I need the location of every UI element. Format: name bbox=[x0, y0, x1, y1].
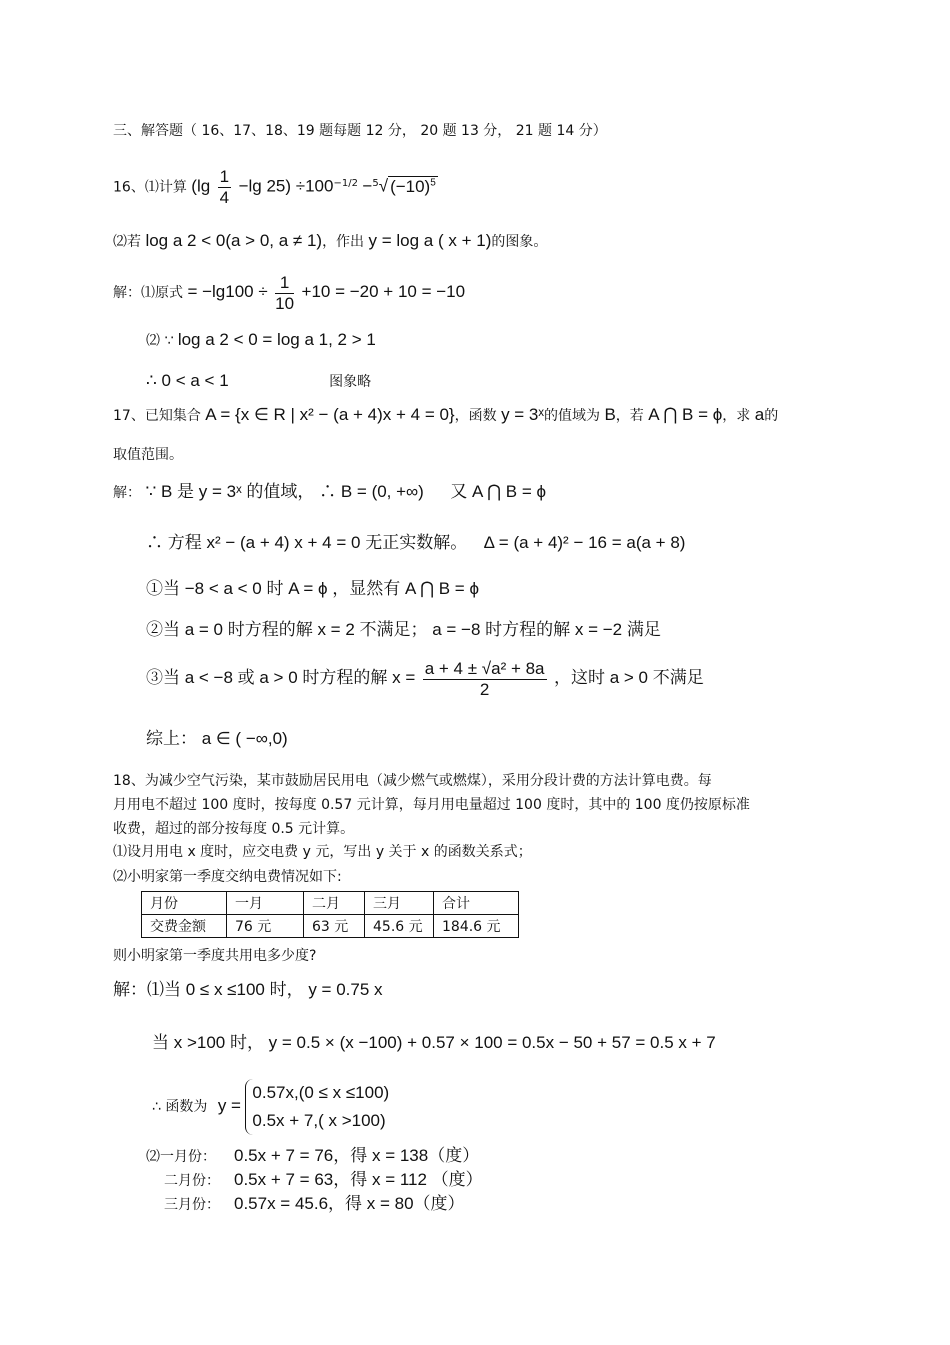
q16-part2-prefix: ⑵若 bbox=[113, 234, 141, 250]
q17-statement-2: 取值范围。 bbox=[113, 447, 183, 463]
q18-month-3 bbox=[164, 1195, 465, 1214]
q16-root-body: (−10) bbox=[390, 176, 431, 196]
q16-statement: 16、⑴计算 (lg $\frac{1}{4}$ −lg $25) \div 100^{-1/2} -^5√$ $(-10)^5$ bbox=[113, 167, 436, 208]
q16-sol3-expr: ∴ 0 < a < 1 bbox=[146, 371, 229, 390]
q16-frac-num: 1 bbox=[219, 167, 230, 187]
q16-sol3-note: 图象略 bbox=[329, 374, 372, 390]
q16-sol2-prefix: ⑵ ∵ bbox=[146, 333, 174, 349]
q17-s5-a: ③当 a < −8 或 a > 0 时方程的解 x = bbox=[146, 668, 416, 687]
q16-sol-frac-den: 10 bbox=[275, 293, 295, 313]
table-cell: 交费金额 bbox=[142, 915, 227, 938]
q16-exp-den: 2 bbox=[351, 178, 358, 189]
q17-s1-b: 又 A ⋂ B = ϕ bbox=[450, 482, 547, 501]
table-cell: 月份 bbox=[142, 892, 227, 915]
q18-m3-label: 三月份： bbox=[164, 1197, 220, 1213]
q16-part2-cond: log a 2 < 0(a > 0, a ≠ 1) bbox=[145, 231, 323, 250]
q17-solution-3: ①当 −8 < a < 0 时 A = ϕ ，显然有 A ⋂ B = ϕ bbox=[146, 579, 479, 598]
q18-solution-2: 当 x >100 时， y = 0.5 × (x −100) + 0.57 × 100 = 0.5x − 50 + 57 = 0.5 x + 7 bbox=[152, 1033, 716, 1052]
q17-solution-2 bbox=[146, 534, 685, 553]
q17-solution-6: 综上： a ∈ ( −∞,0) bbox=[146, 729, 288, 748]
q17-s2-b: Δ = (a + 4)² − 16 = a(a + 8) bbox=[483, 533, 686, 552]
q16-expr-b: −lg 25) ÷100 bbox=[238, 176, 334, 196]
q16-solution-1 bbox=[113, 272, 465, 314]
table-cell: 184.6 元 bbox=[434, 915, 519, 938]
q16-sol-frac-num: 1 bbox=[275, 273, 294, 294]
fee-table bbox=[141, 891, 519, 938]
table-cell: 三月 bbox=[365, 892, 434, 915]
q18-month-1 bbox=[146, 1147, 479, 1166]
q16-frac-den: 4 bbox=[219, 188, 230, 208]
q18-m2-label: 二月份： bbox=[164, 1173, 220, 1189]
q18-case-1: 0.57x,(0 ≤ x ≤100) bbox=[252, 1083, 390, 1102]
q16-part2 bbox=[113, 232, 547, 251]
q16-solution-3 bbox=[146, 372, 371, 391]
q16-expr-a: (lg bbox=[191, 176, 211, 196]
q18-month-2 bbox=[164, 1171, 483, 1190]
table-cell: 63 元 bbox=[304, 915, 365, 938]
q16-solution-2 bbox=[146, 331, 376, 350]
q18-solution-3 bbox=[152, 1077, 389, 1136]
q16-exp-num: 1 bbox=[341, 178, 349, 189]
q18-m1-expr: 0.5x + 7 = 76，得 x = 138（度） bbox=[234, 1146, 480, 1165]
q17-solution-5 bbox=[146, 658, 704, 700]
table-cell: 合计 bbox=[434, 892, 519, 915]
q17-cond: A ⋂ B = ϕ bbox=[648, 405, 723, 424]
q17-solution-1 bbox=[113, 483, 546, 502]
q17-func: y = 3ˣ bbox=[501, 405, 544, 424]
q18-m3-expr: 0.57x = 45.6，得 x = 80（度） bbox=[234, 1194, 465, 1213]
table-cell: 二月 bbox=[304, 892, 365, 915]
table-row bbox=[142, 892, 519, 915]
q18-m2-expr: 0.5x + 7 = 63，得 x = 112 （度） bbox=[234, 1170, 483, 1189]
q18-m1-label: ⑵一月份： bbox=[146, 1149, 216, 1165]
q17-solution-4: ②当 a = 0 时方程的解 x = 2 不满足； a = −8 时方程的解 x = −2 满足 bbox=[146, 620, 661, 639]
q16-root-index: 5 bbox=[372, 178, 379, 189]
q17-b: B bbox=[604, 405, 616, 424]
q17-s5-num: a + 4 ± √a² + 8a bbox=[424, 658, 545, 678]
q17-a: a bbox=[754, 405, 765, 424]
q18-solution-1: 解：⑴当 0 ≤ x ≤100 时， y = 0.75 x bbox=[113, 980, 383, 999]
q17-suffix: 的 bbox=[764, 408, 779, 424]
q17-s1-label: 解： bbox=[113, 485, 141, 501]
table-cell: 45.6 元 bbox=[365, 915, 434, 938]
q16-part2-mid: ，作出 bbox=[322, 234, 365, 250]
q16-root-power: 5 bbox=[430, 177, 436, 188]
q16-part2-func: y = log a ( x + 1) bbox=[368, 231, 492, 250]
table-cell: 76 元 bbox=[227, 915, 304, 938]
q17-mid4: ，求 bbox=[722, 408, 751, 424]
q16-sol-label: 解：⑴原式 bbox=[113, 285, 183, 301]
q17-s1-a: ∵ B 是 y = 3ˣ 的值域， ∴ B = (0, +∞) bbox=[145, 482, 424, 501]
q16-expr-c: − bbox=[362, 176, 373, 196]
q18-line-5: ⑵小明家第一季度交纳电费情况如下: bbox=[113, 869, 342, 885]
q18-line-3: 收费，超过的部分按每度 0.5 元计算。 bbox=[113, 821, 355, 837]
q18-line-6: 则小明家第一季度共用电多少度? bbox=[113, 948, 317, 964]
q16-sol2-expr: log a 2 < 0 = log a 1, 2 > 1 bbox=[177, 330, 376, 349]
q16-part2-suffix: 的图象。 bbox=[491, 234, 548, 250]
q17-s5-den: 2 bbox=[479, 679, 490, 699]
q16-label: 16、⑴计算 bbox=[113, 179, 187, 196]
q16-sol-b: +10 = −20 + 10 = −10 bbox=[301, 282, 466, 301]
table-cell: 一月 bbox=[227, 892, 304, 915]
q16-sol-fraction bbox=[275, 273, 294, 314]
q16-exponent: −1/2 bbox=[333, 178, 358, 189]
q17-set-a: A = {x ∈ R | x² − (a + 4)x + 4 = 0} bbox=[205, 405, 455, 424]
q18-case-2: 0.5x + 7,( x >100) bbox=[252, 1111, 386, 1130]
q18-line-2: 月用电不超过 100 度时，按每度 0.57 元计算，每月用电量超过 100 度时，其中的 100 度仍按原标准 bbox=[113, 797, 750, 813]
q17-statement bbox=[113, 406, 778, 425]
q18-line-1: 18、为减少空气污染，某市鼓励居民用电（减少燃气或燃煤），采用分段计费的方法计算电费。每 bbox=[113, 773, 712, 789]
q18-s3-y: y = bbox=[217, 1096, 241, 1115]
q16-fraction bbox=[218, 167, 231, 208]
q18-line-4: ⑴设月用电 x 度时，应交电费 y 元，写出 y 关于 x 的函数关系式； bbox=[113, 844, 532, 860]
section-header: 三、解答题（ 16、17、18、19 题每题 12 分， 20 题 13 分， 21 题 14 分） bbox=[113, 123, 607, 139]
q16-sol-a: = −lg100 ÷ bbox=[187, 282, 268, 301]
q16-radicand bbox=[388, 176, 438, 196]
q17-mid2: 的值域为 bbox=[543, 408, 600, 424]
q18-piecewise bbox=[245, 1079, 389, 1135]
q16-exp-minus: − bbox=[333, 178, 342, 189]
q17-mid3: ，若 bbox=[615, 408, 644, 424]
q17-s2-a: ∴ 方程 x² − (a + 4) x + 4 = 0 无正实数解。 bbox=[146, 533, 468, 552]
q17-label: 17、已知集合 bbox=[113, 408, 201, 424]
q17-mid1: ，函数 bbox=[454, 408, 497, 424]
q18-s3-label: ∴ 函数为 bbox=[152, 1099, 208, 1115]
table-row bbox=[142, 915, 519, 938]
q17-s5-fraction bbox=[423, 659, 547, 700]
q17-s5-b: ，这时 a > 0 不满足 bbox=[553, 668, 704, 687]
